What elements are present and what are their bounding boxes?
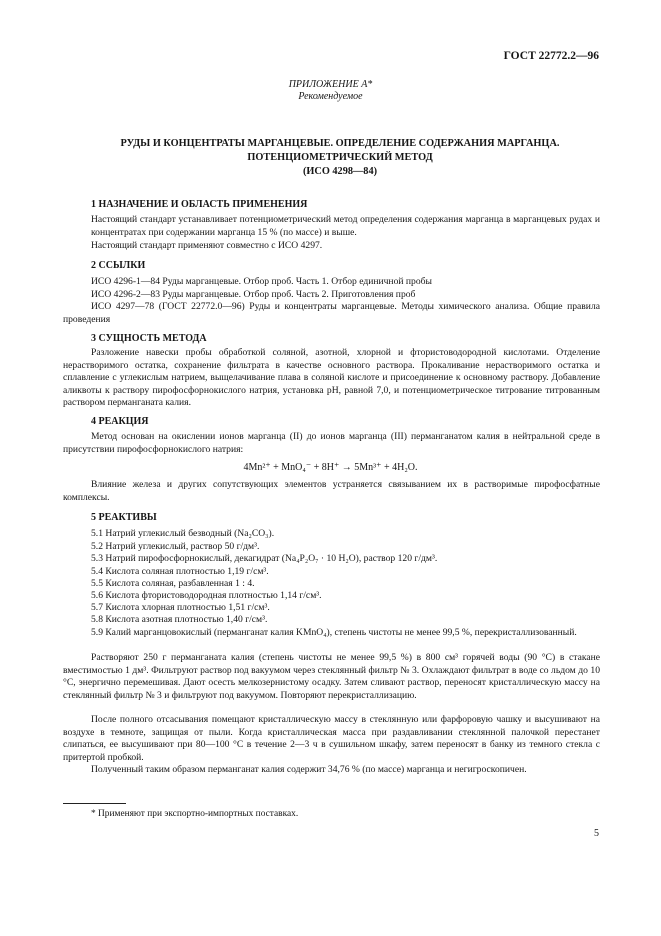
result-paragraph: Полученный таким образом перманганат калия содержит 34,76 % (по массе) марганца и негигроскопичен.	[91, 764, 527, 775]
appendix-title: ПРИЛОЖЕНИЕ А*	[288, 79, 373, 90]
reagent-item: 5.4 Кислота соляная плотностью 1,19 г/см³.	[91, 566, 269, 577]
reagent-item: 5.7 Кислота хлорная плотностью 1,51 г/см³.	[91, 602, 270, 613]
section1-paragraph2: Настоящий стандарт применяют совместно с ИСО 4297.	[91, 240, 323, 251]
reference-item: ИСО 4296-1—84 Руды марганцевые. Отбор проб. Часть 1. Отбор единичной пробы	[91, 276, 432, 287]
reagent-item: 5.8 Кислота азотная плотностью 1,40 г/см³.	[91, 614, 268, 625]
reference-item: ИСО 4297—78 (ГОСТ 22772.0—96) Руды и концентраты марганцевые. Методы химического анализа. Общие правила проведения	[63, 301, 600, 325]
section-heading-2: 2 ССЫЛКИ	[91, 260, 146, 271]
main-title-line1: РУДЫ И КОНЦЕНТРАТЫ МАРГАНЦЕВЫЕ. ОПРЕДЕЛЕНИЕ СОДЕРЖАНИЯ МАРГАНЦА.	[120, 138, 560, 149]
appendix-subtitle: Рекомендуемое	[298, 91, 363, 102]
section4-paragraph2: Влияние железа и других сопутствующих элементов устраняется связыванием их в растворимые пирофосфатные комплексы.	[63, 479, 600, 503]
recrystallization-paragraph: Растворяют 250 г перманганата калия (степень чистоты не менее 99,5 %) в 800 см³ горячей воды (90 °С) в стакане вместимостью 1 дм³. Фильтруют раствор под вакуумом через стеклянный фильтр № 3. Охлаждают фильтрат в воде со льдом до 10 °С, энергично перемешивая. Дают осесть мелкозернистому осадку. Затем сливают раствор, переносят кристаллическую массу на стеклянный фильтр № 3 и фильтруют под вакуумом. Повторяют перекристаллизацию.	[63, 652, 600, 701]
page-number: 5	[594, 828, 599, 839]
document-code: ГОСТ 22772.2—96	[503, 50, 599, 62]
section-heading-5: 5 РЕАКТИВЫ	[91, 512, 157, 523]
section-heading-3: 3 СУЩНОСТЬ МЕТОДА	[91, 333, 207, 344]
section1-paragraph1: Настоящий стандарт устанавливает потенциометрический метод определения содержания марганца в марганцевых рудах и концентратах при содержании марганца 15 % (по массе) и выше.	[91, 214, 600, 238]
section4-paragraph1: Метод основан на окислении ионов марганца (II) до ионов марганца (III) перманганатом калия в нейтральной среде в присутствии пирофосфорнокислого натрия:	[63, 431, 600, 455]
reagent-item: 5.3 Натрий пирофосфорнокислый, декагидрат (Na₄P₂O₇ · 10 H₂O), раствор 120 г/дм³.	[91, 553, 438, 564]
section-heading-4: 4 РЕАКЦИЯ	[91, 416, 149, 427]
reagent-item: 5.6 Кислота фтористоводородная плотностью 1,14 г/см³.	[91, 590, 322, 601]
footnote: * Применяют при экспортно-импортных поставках.	[91, 809, 299, 819]
drying-paragraph: После полного отсасывания помещают кристаллическую массу в стеклянную или фарфоровую чашку и высушивают на воздухе в темноте, защищая от пыли. Когда кристаллическая масса при раздавливании стеклянной палочкой перестанет слипаться, ее высушивают при 80—100 °С в течение 2—3 ч в сушильном шкафу, затем переносят в банку из темного стекла с притертой пробкой.	[63, 714, 600, 763]
reference-item: ИСО 4296-2—83 Руды марганцевые. Отбор проб. Часть 2. Приготовления проб	[91, 289, 416, 300]
reagent-item: 5.2 Натрий углекислый, раствор 50 г/дм³.	[91, 541, 260, 552]
section3-paragraph: Разложение навески пробы обработкой соляной, азотной, хлорной и фтористоводородной кислотами. Отделение нерастворимого остатка, сохранение фильтрата в качестве основного раствора. Прокаливание нерастворимого остатка и сплавление с углекислым натрием, выщелачивание плава в соляной кислоте и присоединение к основному раствору. Добавление аликвоты к раствору пирофосфорнокислого натрия, установка pH, равной 7,0, и потенциометрическое титрование титрованным раствором перманганата калия.	[63, 347, 600, 409]
reagent-item: 5.1 Натрий углекислый безводный (Na₂CO₃).	[91, 528, 275, 539]
footnote-rule	[63, 803, 126, 804]
main-title-line3: (ИСО 4298—84)	[302, 166, 378, 177]
section-heading-1: 1 НАЗНАЧЕНИЕ И ОБЛАСТЬ ПРИМЕНЕНИЯ	[91, 199, 308, 210]
main-title-line2: ПОТЕНЦИОМЕТРИЧЕСКИЙ МЕТОД	[247, 152, 433, 163]
reagent-item: 5.5 Кислота соляная, разбавленная 1 : 4.	[91, 578, 255, 589]
reaction-formula: 4Mn²⁺ + MnO₄⁻ + 8H⁺ → 5Mn³⁺ + 4H₂O.	[243, 462, 418, 473]
reagent-item-5-9: 5.9 Калий марганцовокислый (перманганат калия KMnO₄), степень чистоты не менее 99,5 %, перекристаллизованный.	[91, 627, 577, 638]
